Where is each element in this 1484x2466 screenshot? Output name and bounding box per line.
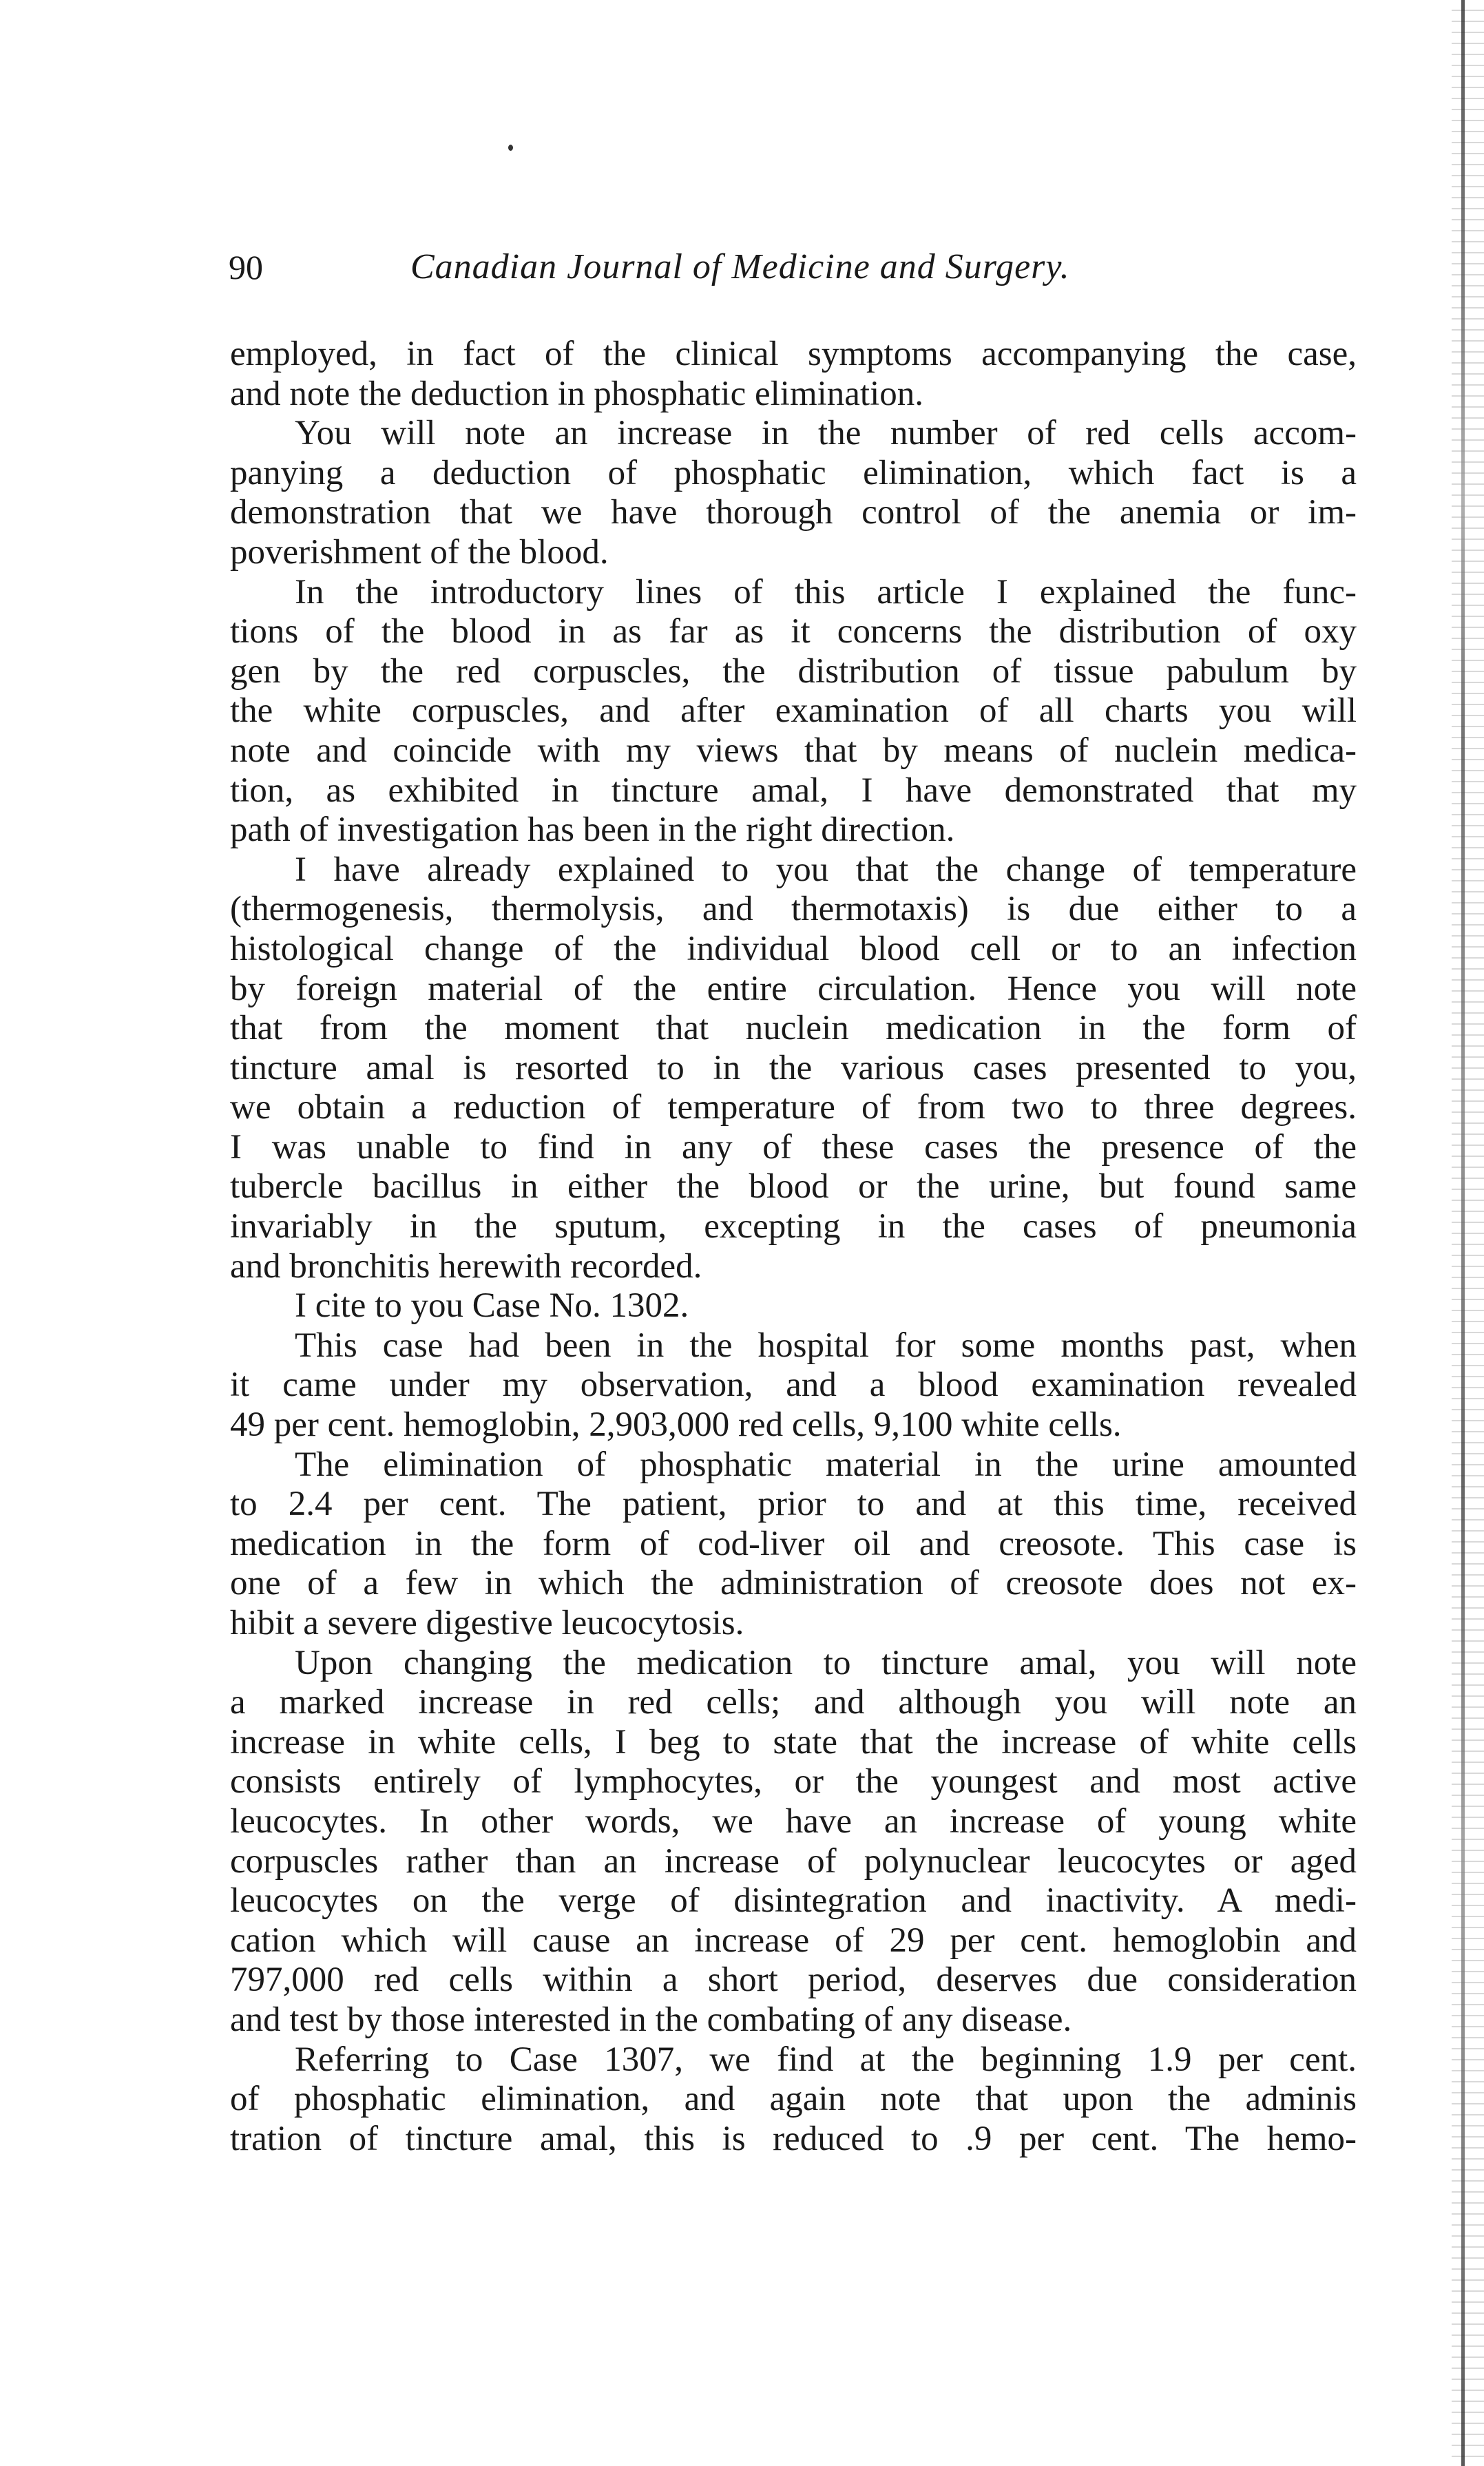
text-line: and test by those interested in the combating of any disease. [230,2000,1072,2039]
text-line: note and coincide with my views that by means of nuclein medica- [230,731,1357,770]
text-line: a marked increase in red cells; and although you will note an [230,1683,1357,1722]
text-line: tions of the blood in as far as it concerns the distribution of oxy [230,612,1357,651]
text-line: 797,000 red cells within a short period, deserves due consideration [230,1961,1357,2000]
text-line: that from the moment that nuclein medication in the form of [230,1009,1357,1048]
text-line: by foreign material of the entire circulation. Hence you will note [230,969,1357,1008]
text-line: demonstration that we have thorough control of the anemia or im- [230,493,1357,532]
journal-title: Canadian Journal of Medicine and Surgery. [410,247,1070,286]
text-line: I have already explained to you that the change of temperature [295,850,1357,889]
page-number: 90 [229,248,263,286]
text-line: invariably in the sputum, excepting in the cases of pneumonia [230,1207,1357,1246]
text-line: leucocytes. In other words, we have an increase of young white [230,1801,1357,1841]
text-line: medication in the form of cod-liver oil and creosote. This case is [230,1524,1357,1563]
text-line: The elimination of phosphatic material in the urine amounted [295,1445,1357,1484]
ink-speck [508,145,513,151]
text-line: and bronchitis herewith recorded. [230,1246,702,1286]
text-line: to 2.4 per cent. The patient, prior to and at this time, received [230,1485,1357,1524]
text-line: I cite to you Case No. 1302. [295,1286,689,1326]
text-line: histological change of the individual blood cell or to an infection [230,929,1357,968]
text-line: consists entirely of lymphocytes, or the youngest and most active [230,1762,1357,1801]
text-line: poverishment of the blood. [230,532,609,572]
text-line: 49 per cent. hemoglobin, 2,903,000 red cells, 9,100 white cells. [230,1406,1122,1445]
text-line: (thermogenesis, thermolysis, and thermotaxis) is due either to a [230,890,1357,929]
text-line: of phosphatic elimination, and again note that upon the adminis [230,2080,1357,2119]
text-line: tration of tincture amal, this is reduced to .9 per cent. The hemo- [230,2119,1357,2158]
text-line: Referring to Case 1307, we find at the beginning 1.9 per cent. [295,2040,1357,2079]
running-head [229,240,1365,295]
text-line: path of investigation has been in the right direction. [230,811,955,850]
text-line: You will note an increase in the number of red cells accom- [295,414,1357,453]
text-line: This case had been in the hospital for some months past, when [295,1326,1357,1365]
text-line: and note the deduction in phosphatic elimination. [230,374,924,413]
text-line: leucocytes on the verge of disintegration and inactivity. A medi- [230,1881,1357,1921]
text-line: I was unable to find in any of these cases the presence of the [230,1127,1357,1167]
binding-edge [1452,0,1484,2466]
binding-shadow-line [1461,0,1465,2466]
text-line: corpuscles rather than an increase of polynuclear leucocytes or aged [230,1841,1357,1881]
text-line: Upon changing the medication to tincture amal, you will note [295,1643,1357,1682]
text-line: tion, as exhibited in tincture amal, I have demonstrated that my [230,771,1357,810]
text-line: hibit a severe digestive leucocytosis. [230,1604,744,1642]
text-line: tubercle bacillus in either the blood or the urine, but found same [230,1167,1357,1206]
text-line: gen by the red corpuscles, the distribution of tissue pabulum by [230,651,1357,691]
text-line: tincture amal is resorted to in the various cases presented to you, [230,1048,1357,1087]
text-line: panying a deduction of phosphatic elimination, which fact is a [230,453,1357,492]
text-line: one of a few in which the administration of creosote does not ex- [230,1564,1357,1603]
text-line: employed, in fact of the clinical symptoms accompanying the case, [230,335,1357,373]
text-line: it came under my observation, and a blood examination revealed [230,1366,1357,1405]
text-line: the white corpuscles, and after examination of all charts you will [230,691,1357,731]
text-line: we obtain a reduction of temperature of from two to three degrees. [230,1088,1357,1127]
text-line: In the introductory lines of this article I explained the func- [295,572,1357,612]
text-line: cation which will cause an increase of 29 per cent. hemoglobin and [230,1921,1357,1960]
article-body [230,335,1357,2159]
text-line: increase in white cells, I beg to state that the increase of white cells [230,1722,1357,1762]
